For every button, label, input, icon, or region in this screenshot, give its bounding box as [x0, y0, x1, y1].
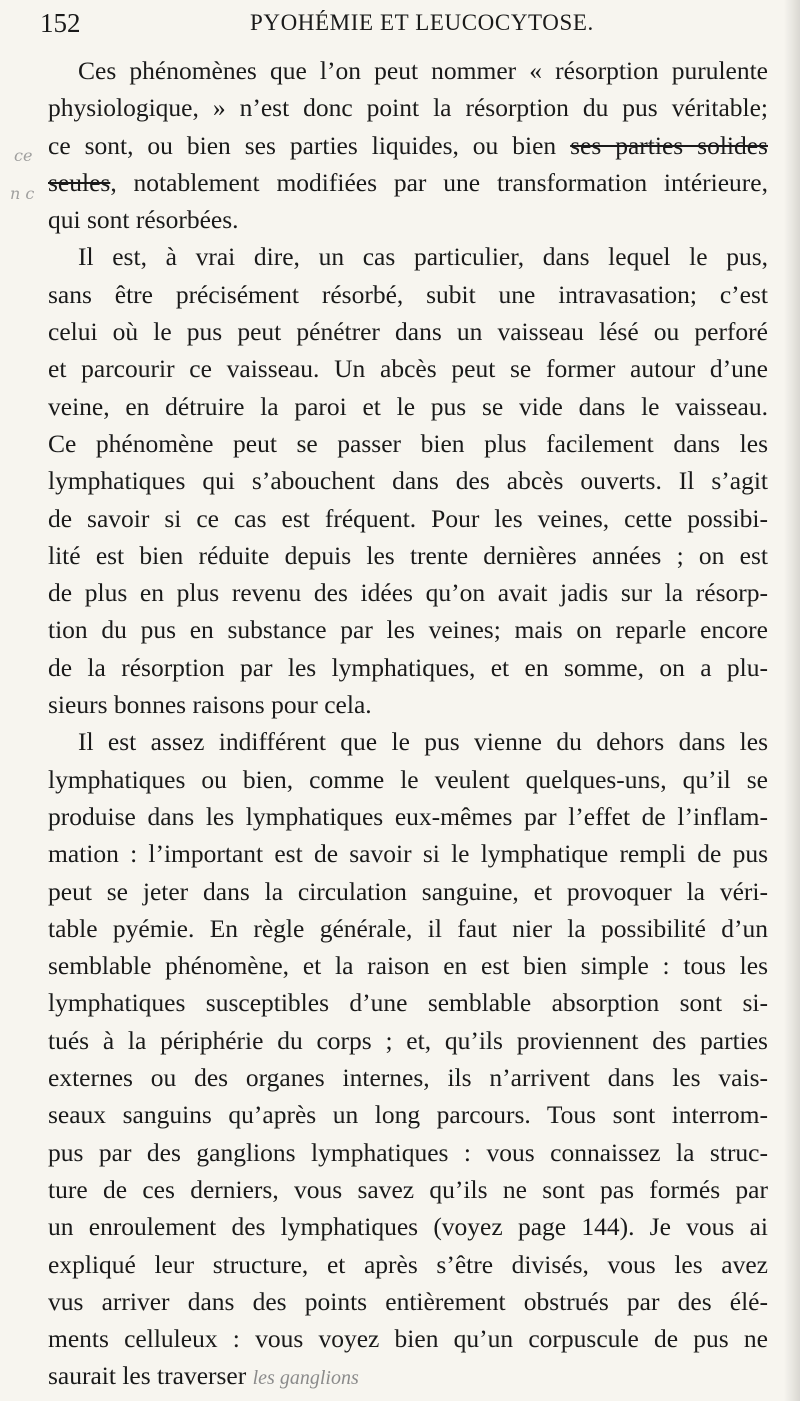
text-line: expliqué leur structure, et après s’être divisés, vous les avez: [48, 1249, 768, 1279]
text-line: veine, en détruire la paroi et le pus se vide dans le vaisseau.: [48, 391, 768, 421]
text-line: de savoir si ce cas est fréquent. Pour les veines, cette possibi-: [48, 503, 768, 533]
struck-text: seules: [48, 167, 111, 197]
text-line: et parcourir ce vaisseau. Un abcès peut se former autour d’une: [48, 354, 768, 384]
text-line: peut se jeter dans la circulation sanguine, et provoquer la véri-: [48, 876, 768, 906]
text-line: Ce phénomène peut se passer bien plus facilement dans les: [48, 428, 768, 458]
text-line: lité est bien réduite depuis les trente dernières années ; on est: [48, 540, 768, 570]
text-line: un enroulement des lymphatiques (voyez page 144). Je vous ai: [48, 1212, 768, 1242]
body-text: [48, 52, 768, 1395]
text-line: celui où le pus peut pénétrer dans un vaisseau lésé ou perforé: [48, 317, 768, 347]
page-number: 152: [40, 8, 81, 38]
text-line: produise dans les lymphatiques eux-mêmes par l’effet de l’inflam-: [48, 801, 768, 831]
text-line: Il est assez indifférent que le pus vienne du dehors dans les: [78, 727, 768, 757]
text-line: table pyémie. En règle générale, il faut nier la possibilité d’un: [48, 913, 768, 943]
text-line: lymphatiques ou bien, comme le veulent quelques-uns, qu’il se: [48, 764, 768, 794]
text-line: vus arriver dans des points entièrement obstrués par des élé-: [48, 1286, 768, 1316]
text-line-final: [48, 1357, 768, 1394]
final-line-text: saurait les traverser: [48, 1361, 247, 1391]
text-line: seaux sanguins qu’après un long parcours. Tous sont interrom-: [48, 1100, 768, 1130]
text-line: Il est, à vrai dire, un cas particulier, dans lequel le pus,: [78, 242, 768, 272]
handwritten-insertion: les ganglions: [252, 1367, 359, 1390]
text-line: physiologique, » n’est donc point la résorption du pus véritable;: [48, 93, 768, 123]
text-line: sieurs bonnes raisons pour cela.: [48, 690, 372, 720]
struck-text: ses parties solides: [570, 130, 768, 160]
text-line: ture de ces derniers, vous savez qu’ils ne sont pas formés par: [48, 1174, 768, 1204]
text-line: lymphatiques susceptibles d’une semblable absorption sont si-: [48, 988, 768, 1018]
margin-annotation: n c: [10, 184, 35, 203]
text-line: mation : l’important est de savoir si le lymphatique rempli de pus: [48, 839, 768, 869]
text-line: externes ou des organes internes, ils n’arrivent dans les vais-: [48, 1063, 768, 1093]
text-line: sans être précisément résorbé, subit une intravasation; c’est: [48, 279, 768, 309]
text-line: ce sont, ou bien ses parties liquides, ou bien ses parties solides: [48, 130, 768, 160]
text-line: de la résorption par les lymphatiques, et en somme, on a plu-: [48, 652, 768, 682]
text-line: semblable phénomène, et la raison en est bien simple : tous les: [48, 951, 768, 981]
margin-annotation: ce: [14, 146, 33, 165]
text-line: de plus en plus revenu des idées qu’on avait jadis sur la résorp-: [48, 578, 768, 608]
running-title: PYOHÉMIE ET LEUCOCYTOSE.: [250, 10, 594, 35]
running-head: [40, 8, 760, 46]
text-line: tués à la périphérie du corps ; et, qu’ils proviennent des parties: [48, 1025, 768, 1055]
text-line: pus par des ganglions lymphatiques : vous connaissez la struc-: [48, 1137, 768, 1167]
text-line: seules, notablement modifiées par une transformation intérieure,: [48, 167, 768, 197]
text-line: lymphatiques qui s’abouchent dans des abcès ouverts. Il s’agit: [48, 466, 768, 496]
page-edge-shadow: [784, 0, 800, 1401]
text-line: tion du pus en substance par les veines; mais on reparle encore: [48, 615, 768, 645]
text-line: Ces phénomènes que l’on peut nommer « résorption purulente: [78, 56, 768, 85]
text-line: qui sont résorbées.: [48, 205, 239, 235]
text-line: ments celluleux : vous voyez bien qu’un corpuscule de pus ne: [48, 1324, 768, 1354]
